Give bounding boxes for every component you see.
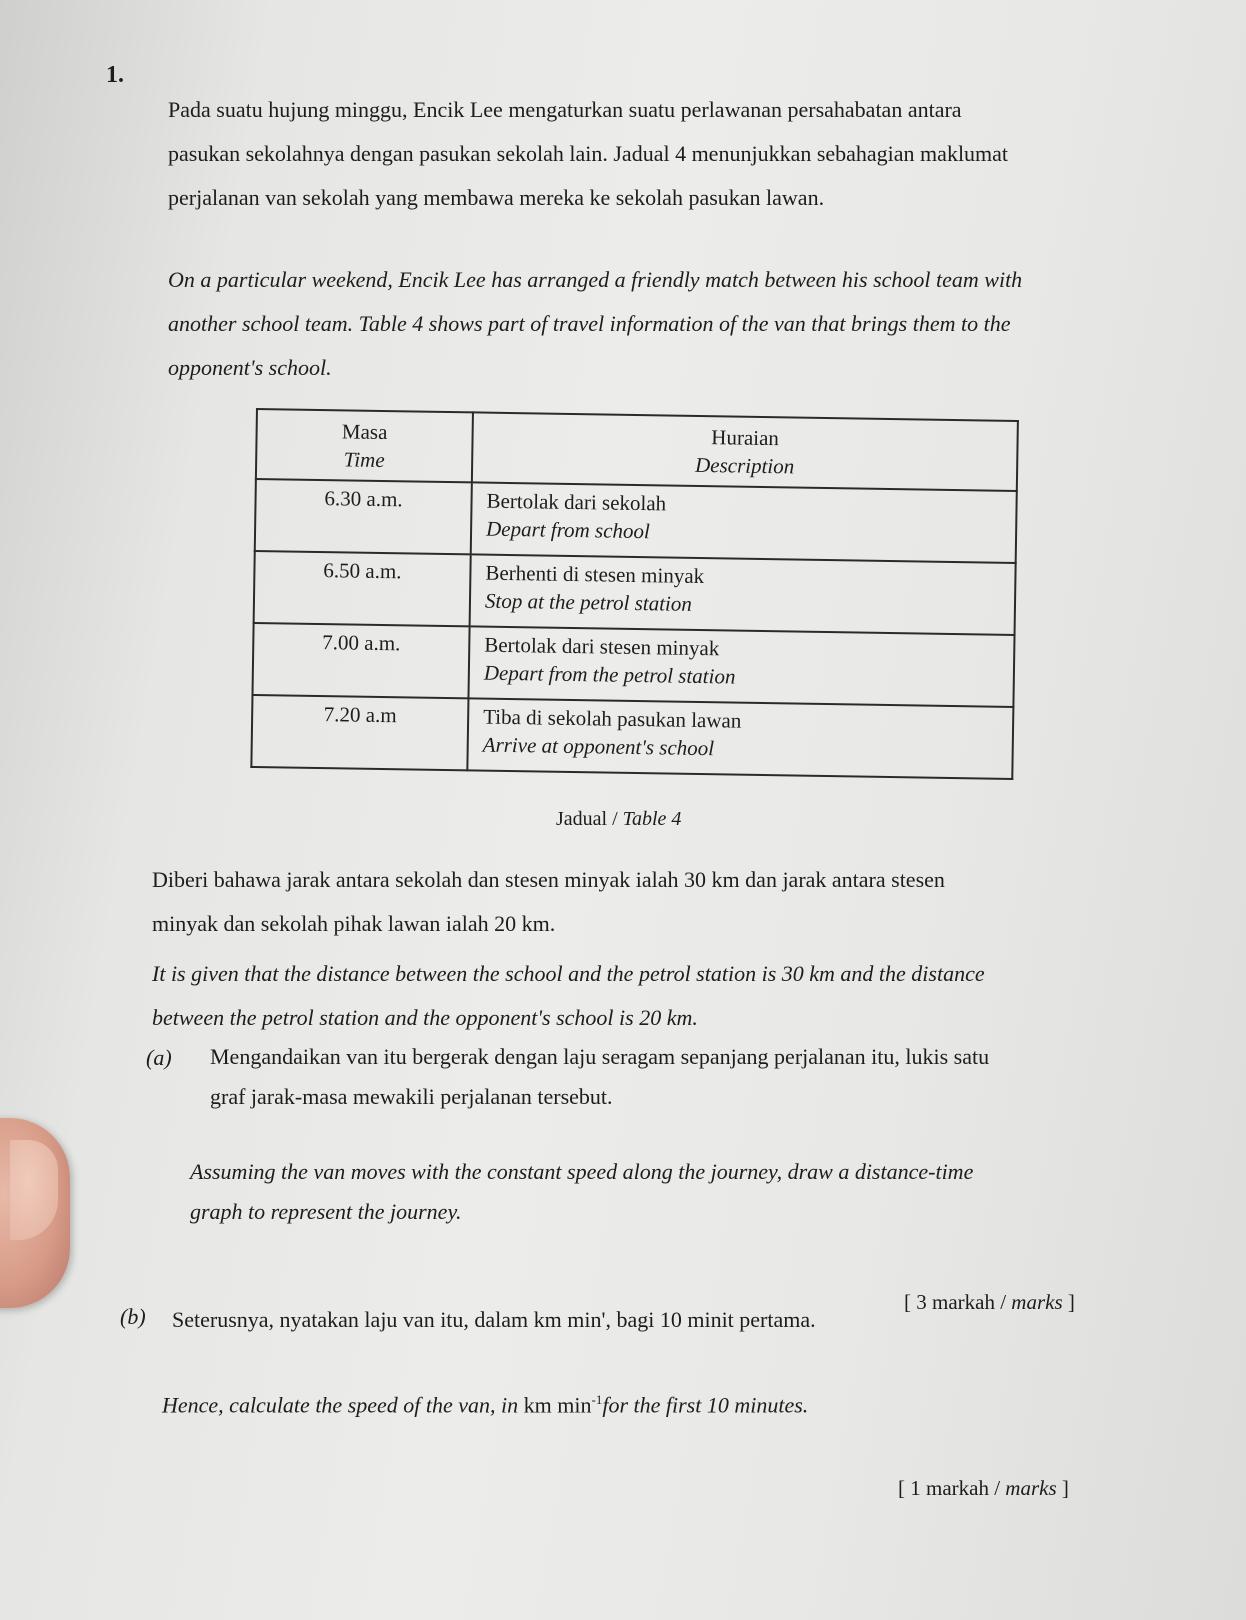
row-desc-en: Depart from school: [485, 516, 651, 544]
row-description: [467, 698, 1013, 779]
header-time-en: Time: [343, 447, 385, 473]
row-desc-ms: Bertolak dari sekolah: [486, 488, 667, 516]
part-a-malay-line: graf jarak-masa mewakili perjalanan tersebut.: [210, 1084, 613, 1109]
intro-malay-line: Pada suatu hujung minggu, Encik Lee mengaturkan suatu perlawanan persahabatan antara: [168, 97, 962, 122]
part-a-english-line: Assuming the van moves with the constant speed along the journey, draw a distance-time: [190, 1159, 974, 1184]
table-caption-en: Table 4: [622, 808, 682, 830]
table-row: [252, 623, 1014, 707]
part-b-malay: Seterusnya, nyatakan laju van itu, dalam km min', bagi 10 minit pertama.: [172, 1307, 816, 1332]
travel-table: [250, 408, 1019, 780]
table-header-row: [256, 409, 1018, 491]
part-b-marks-en: marks: [1005, 1476, 1057, 1500]
row-time: 6.30 a.m.: [255, 479, 472, 554]
row-description: [468, 626, 1014, 707]
part-a-marks-close: ]: [1062, 1290, 1075, 1314]
row-time: 6.50 a.m.: [254, 551, 471, 626]
header-desc-ms: Huraian: [711, 425, 780, 451]
row-desc-en: Arrive at opponent's school: [482, 732, 715, 761]
given-english-line: between the petrol station and the opponent's school is 20 km.: [152, 1005, 698, 1030]
intro-malay-line: pasukan sekolahnya dengan pasukan sekolah lain. Jadual 4 menunjukkan sebahagian maklumat: [168, 141, 1009, 166]
row-desc-ms: Tiba di sekolah pasukan lawan: [482, 704, 742, 733]
header-time: [256, 409, 473, 482]
part-a-malay-line: Mengandaikan van itu bergerak dengan laju seragam sepanjang perjalanan itu, lukis satu: [210, 1044, 990, 1069]
part-b-english-pre: Hence, calculate the speed of the van, in: [162, 1392, 524, 1418]
part-a-english: [190, 1152, 973, 1232]
header-description: [472, 412, 1018, 491]
given-english-line: It is given that the distance between the school and the petrol station is 30 km and the distance: [152, 961, 985, 986]
row-desc-ms: Bertolak dari stesen minyak: [484, 632, 720, 661]
part-a-marks-en: marks: [1011, 1290, 1063, 1314]
part-a-label: (a): [146, 1045, 172, 1070]
given-english: [152, 952, 1092, 1040]
part-b-unit-exponent: -1: [591, 1392, 603, 1407]
part-b-english-post: for the first 10 minutes.: [602, 1392, 809, 1418]
table-caption-ms: Jadual /: [556, 808, 623, 830]
given-malay-line: minyak dan sekolah pihak lawan ialah 20 km.: [152, 911, 556, 936]
row-desc-en: Stop at the petrol station: [484, 588, 693, 616]
table-caption: [556, 808, 681, 831]
part-b-label: (b): [120, 1304, 146, 1329]
row-description: [471, 482, 1017, 563]
table-row: [255, 479, 1017, 563]
part-b-unit: km min: [523, 1392, 592, 1418]
row-description: [470, 554, 1016, 635]
given-malay: [152, 858, 1092, 946]
row-time: 7.00 a.m.: [252, 623, 469, 698]
header-desc-en: Description: [694, 452, 795, 479]
table-row: [251, 695, 1013, 779]
row-desc-en: Depart from the petrol station: [483, 660, 736, 689]
intro-english-line: opponent's school.: [168, 355, 332, 380]
intro-english-line: On a particular weekend, Encik Lee has arranged a friendly match between his school team with: [168, 267, 1023, 292]
intro-english: [168, 258, 1128, 390]
part-b-marks-close: ]: [1056, 1476, 1069, 1500]
part-b-english: [162, 1380, 808, 1425]
row-time: 7.20 a.m: [251, 695, 468, 770]
part-b-marks: [898, 1476, 1069, 1501]
part-a-marks-ms: [ 3 markah /: [904, 1290, 1012, 1314]
part-a-marks: [904, 1290, 1075, 1315]
part-a-malay: [210, 1037, 989, 1117]
part-a-english-line: graph to represent the journey.: [190, 1199, 462, 1224]
row-desc-ms: Berhenti di stesen minyak: [485, 560, 705, 589]
part-b-marks-ms: [ 1 markah /: [898, 1476, 1006, 1500]
header-time-ms: Masa: [341, 419, 388, 445]
intro-malay-line: perjalanan van sekolah yang membawa mereka ke sekolah pasukan lawan.: [168, 185, 825, 210]
table-row: [254, 551, 1016, 635]
given-malay-line: Diberi bahawa jarak antara sekolah dan stesen minyak ialah 30 km dan jarak antara stesen: [152, 867, 945, 892]
intro-english-line: another school team. Table 4 shows part of travel information of the van that brings them to the: [168, 311, 1011, 336]
question-number: 1.: [106, 62, 124, 88]
intro-malay: [168, 88, 1128, 220]
